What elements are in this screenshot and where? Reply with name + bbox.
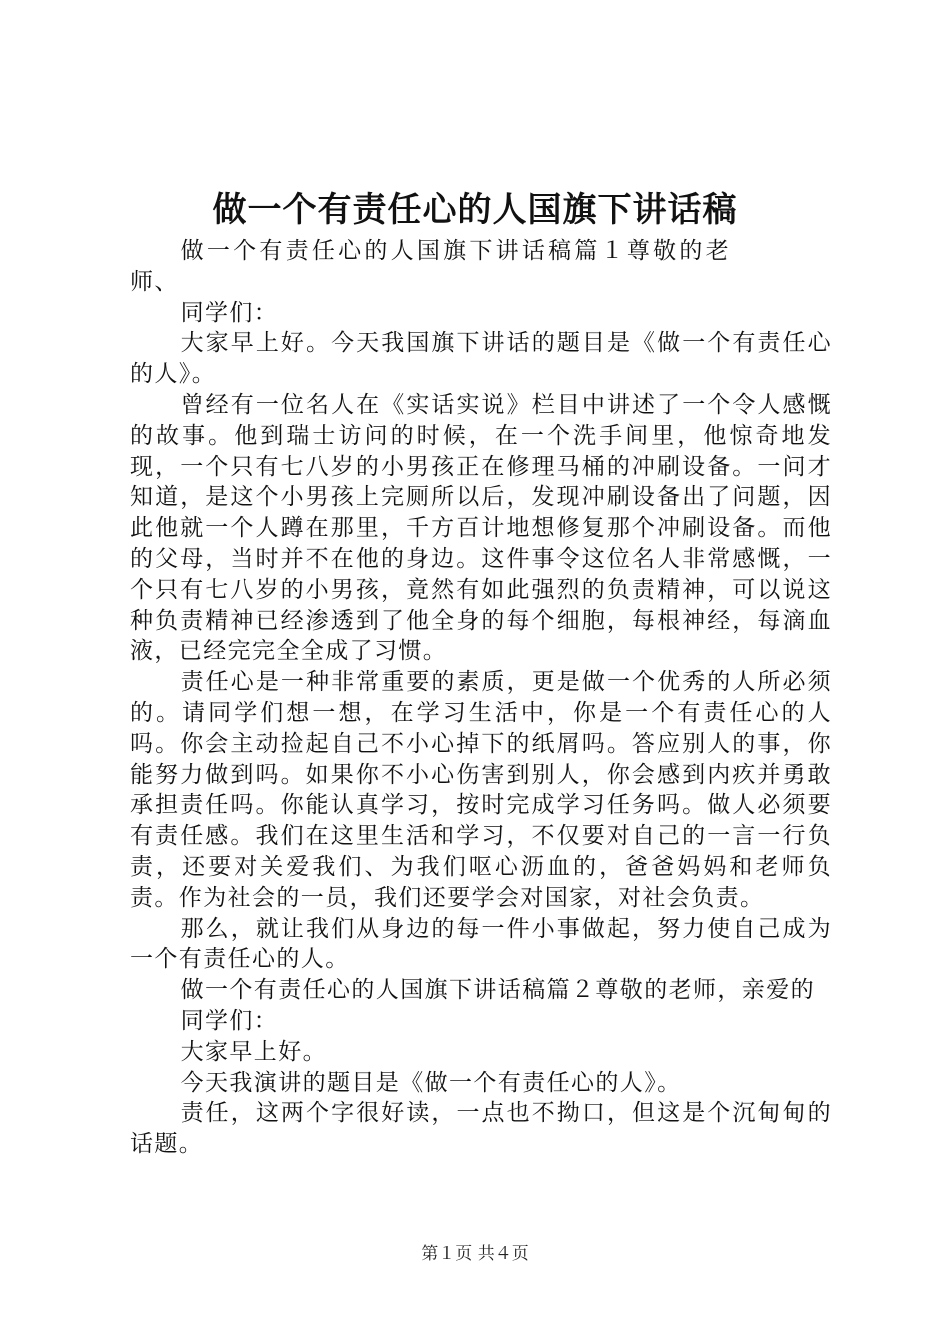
paragraph-7: 做一个有责任心的人国旗下讲话稿篇２尊敬的老师，亲爱的 (180, 977, 815, 1004)
document-title: 做一个有责任心的人国旗下讲话稿 (212, 190, 738, 230)
paragraph-1: 做一个有责任心的人国旗下讲话稿篇１尊敬的老师、 (130, 238, 730, 295)
paragraph-2: 同学们： (180, 299, 279, 326)
paragraph-6: 那么，就让我们从身边的每一件小事做起，努力使自己成为一个有责任心的人。 (130, 915, 832, 973)
paragraph-3: 大家早上好。今天我国旗下讲话的题目是《做一个有责任心的人》。 (130, 330, 832, 388)
page-number-footer: 第１页 共４页 (421, 1244, 529, 1264)
paragraph-9: 大家早上好。 (180, 1038, 327, 1065)
paragraph-8: 同学们： (180, 1007, 279, 1034)
paragraph-4: 曾经有一位名人在《实话实说》栏目中讲述了一个令人感慨的故事。他到瑞士访问的时候，在一个洗手间里，他惊奇地发现，一个只有七八岁的小男孩正在修理马桶的冲刷设备。一问才知道，是这个小男孩上完厕所以后，发现冲刷设备出了问题，因此他就一个人蹲在那里，千方百计地想修复那个冲刷设备。而他的父母，当时并不在他的身边。这件事令这位名人非常感慨，一个只有七八岁的小男孩，竟然有如此强烈的负责精神，可以说这种负责精神已经渗透到了他全身的每个细胞，每根神经，每滴血液，已经完完全全成了习惯。 (130, 391, 832, 665)
document-body (130, 236, 832, 1160)
paragraph-5: 责任心是一种非常重要的素质，更是做一个优秀的人所必须的。请同学们想一想，在学习生活中，你是一个有责任心的人吗。你会主动捡起自己不小心掉下的纸屑吗。答应别人的事，你能努力做到吗。如果你不小心伤害到别人，你会感到内疚并勇敢承担责任吗。你能认真学习，按时完成学习任务吗。做人必须要有责任感。我们在这里生活和学习，不仅要对自己的一言一行负责，还要对关爱我们、为我们呕心沥血的，爸爸妈妈和老师负责。作为社会的一员，我们还要学会对国家，对社会负责。 (130, 669, 832, 911)
paragraph-10: 今天我演讲的题目是《做一个有责任心的人》。 (180, 1069, 682, 1096)
paragraph-11: 责任，这两个字很好读，一点也不拗口，但这是个沉甸甸的话题。 (130, 1100, 832, 1158)
